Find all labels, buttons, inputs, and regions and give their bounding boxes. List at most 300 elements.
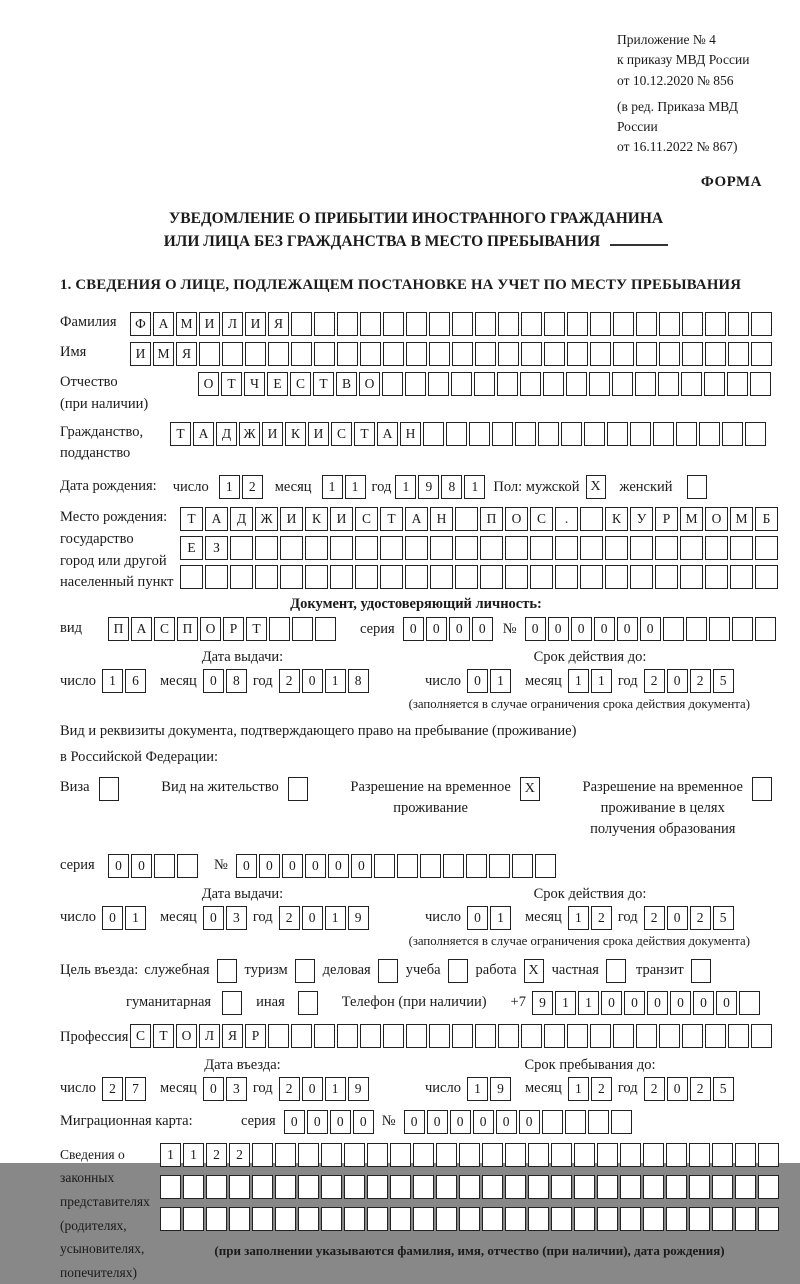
char-cell[interactable]: 0: [601, 991, 622, 1015]
char-cell[interactable]: [551, 1143, 572, 1167]
char-cell[interactable]: 2: [591, 1077, 612, 1101]
char-cell[interactable]: [469, 422, 490, 446]
char-cell[interactable]: [177, 854, 198, 878]
char-cell[interactable]: Т: [180, 507, 203, 531]
char-cell[interactable]: Р: [245, 1024, 266, 1048]
char-cell[interactable]: Д: [216, 422, 237, 446]
char-cell[interactable]: О: [359, 372, 380, 396]
char-cell[interactable]: 0: [647, 991, 668, 1015]
char-cell[interactable]: [727, 372, 748, 396]
char-cell[interactable]: 8: [226, 669, 247, 693]
char-cell[interactable]: И: [130, 342, 151, 366]
char-cell[interactable]: 0: [108, 854, 129, 878]
char-cell[interactable]: 0: [302, 906, 323, 930]
char-cell[interactable]: [420, 854, 441, 878]
char-cell[interactable]: [252, 1175, 273, 1199]
char-cell[interactable]: [436, 1143, 457, 1167]
char-cell[interactable]: Д: [230, 507, 253, 531]
char-cell[interactable]: 2: [690, 669, 711, 693]
char-cell[interactable]: 0: [716, 991, 737, 1015]
char-cell[interactable]: [429, 312, 450, 336]
char-cell[interactable]: [712, 1207, 733, 1231]
char-cell[interactable]: 1: [183, 1143, 204, 1167]
char-cell[interactable]: 6: [125, 669, 146, 693]
char-cell[interactable]: 0: [450, 1110, 471, 1134]
char-cell[interactable]: [676, 422, 697, 446]
char-cell[interactable]: [735, 1175, 756, 1199]
char-cell[interactable]: [574, 1175, 595, 1199]
char-cell[interactable]: [298, 1175, 319, 1199]
char-cell[interactable]: 1: [568, 1077, 589, 1101]
char-cell[interactable]: [360, 1024, 381, 1048]
char-cell[interactable]: [459, 1207, 480, 1231]
char-cell[interactable]: С: [355, 507, 378, 531]
char-cell[interactable]: [709, 617, 730, 641]
char-cell[interactable]: 2: [591, 906, 612, 930]
char-cell[interactable]: [659, 1024, 680, 1048]
char-cell[interactable]: [705, 312, 726, 336]
char-cell[interactable]: [512, 854, 533, 878]
char-cell[interactable]: [666, 1207, 687, 1231]
char-cell[interactable]: [643, 1143, 664, 1167]
char-cell[interactable]: [380, 565, 403, 589]
char-cell[interactable]: [337, 342, 358, 366]
char-cell[interactable]: [758, 1143, 779, 1167]
char-cell[interactable]: И: [245, 312, 266, 336]
char-cell[interactable]: 1: [464, 475, 485, 499]
char-cell[interactable]: О: [176, 1024, 197, 1048]
char-cell[interactable]: [705, 1024, 726, 1048]
char-cell[interactable]: А: [377, 422, 398, 446]
char-cell[interactable]: 1: [219, 475, 240, 499]
char-cell[interactable]: [206, 1175, 227, 1199]
char-cell[interactable]: Я: [176, 342, 197, 366]
char-cell[interactable]: [206, 1207, 227, 1231]
char-cell[interactable]: 9: [490, 1077, 511, 1101]
char-cell[interactable]: Н: [430, 507, 453, 531]
char-cell[interactable]: [489, 854, 510, 878]
char-cell[interactable]: 2: [229, 1143, 250, 1167]
char-cell[interactable]: [712, 1143, 733, 1167]
char-cell[interactable]: [620, 1175, 641, 1199]
char-cell[interactable]: 0: [667, 1077, 688, 1101]
char-cell[interactable]: Б: [755, 507, 778, 531]
char-cell[interactable]: 0: [467, 669, 488, 693]
char-cell[interactable]: [498, 312, 519, 336]
char-cell[interactable]: [505, 565, 528, 589]
char-cell[interactable]: [574, 1207, 595, 1231]
char-cell[interactable]: 9: [348, 1077, 369, 1101]
char-cell[interactable]: О: [705, 507, 728, 531]
char-cell[interactable]: [728, 312, 749, 336]
char-cell[interactable]: [689, 1207, 710, 1231]
char-cell[interactable]: 0: [640, 617, 661, 641]
char-cell[interactable]: .: [555, 507, 578, 531]
char-cell[interactable]: С: [290, 372, 311, 396]
char-cell[interactable]: [653, 422, 674, 446]
char-cell[interactable]: С: [130, 1024, 151, 1048]
char-cell[interactable]: 2: [102, 1077, 123, 1101]
char-cell[interactable]: 0: [667, 669, 688, 693]
char-cell[interactable]: 3: [226, 1077, 247, 1101]
char-cell[interactable]: 0: [131, 854, 152, 878]
char-cell[interactable]: Т: [354, 422, 375, 446]
char-cell[interactable]: [521, 1024, 542, 1048]
char-cell[interactable]: 0: [548, 617, 569, 641]
char-cell[interactable]: А: [405, 507, 428, 531]
char-cell[interactable]: [321, 1175, 342, 1199]
char-cell[interactable]: [367, 1175, 388, 1199]
char-cell[interactable]: 0: [351, 854, 372, 878]
char-cell[interactable]: [498, 342, 519, 366]
char-cell[interactable]: [530, 565, 553, 589]
char-cell[interactable]: [199, 342, 220, 366]
char-cell[interactable]: О: [505, 507, 528, 531]
char-cell[interactable]: [245, 342, 266, 366]
char-cell[interactable]: 0: [302, 669, 323, 693]
char-cell[interactable]: [380, 536, 403, 560]
char-cell[interactable]: [355, 565, 378, 589]
char-cell[interactable]: [390, 1207, 411, 1231]
char-cell[interactable]: [475, 342, 496, 366]
purpose-business-checkbox[interactable]: [378, 959, 398, 983]
char-cell[interactable]: [229, 1175, 250, 1199]
char-cell[interactable]: Т: [221, 372, 242, 396]
char-cell[interactable]: 1: [591, 669, 612, 693]
purpose-work-checkbox[interactable]: X: [524, 959, 544, 983]
char-cell[interactable]: [663, 617, 684, 641]
char-cell[interactable]: [574, 1143, 595, 1167]
char-cell[interactable]: [413, 1143, 434, 1167]
char-cell[interactable]: П: [177, 617, 198, 641]
char-cell[interactable]: [636, 312, 657, 336]
char-cell[interactable]: [528, 1207, 549, 1231]
char-cell[interactable]: [728, 342, 749, 366]
char-cell[interactable]: И: [330, 507, 353, 531]
char-cell[interactable]: С: [331, 422, 352, 446]
char-cell[interactable]: [480, 536, 503, 560]
char-cell[interactable]: 0: [203, 669, 224, 693]
char-cell[interactable]: 1: [125, 906, 146, 930]
char-cell[interactable]: [446, 422, 467, 446]
char-cell[interactable]: [397, 854, 418, 878]
char-cell[interactable]: 0: [236, 854, 257, 878]
char-cell[interactable]: [745, 422, 766, 446]
char-cell[interactable]: [275, 1175, 296, 1199]
char-cell[interactable]: И: [308, 422, 329, 446]
char-cell[interactable]: 0: [307, 1110, 328, 1134]
char-cell[interactable]: [520, 372, 541, 396]
char-cell[interactable]: [528, 1175, 549, 1199]
char-cell[interactable]: [732, 617, 753, 641]
char-cell[interactable]: [643, 1207, 664, 1231]
char-cell[interactable]: 1: [325, 1077, 346, 1101]
char-cell[interactable]: 0: [670, 991, 691, 1015]
char-cell[interactable]: [722, 422, 743, 446]
char-cell[interactable]: А: [153, 312, 174, 336]
char-cell[interactable]: [636, 342, 657, 366]
char-cell[interactable]: [521, 312, 542, 336]
sex-female-checkbox[interactable]: [687, 475, 707, 499]
char-cell[interactable]: [355, 536, 378, 560]
char-cell[interactable]: [755, 565, 778, 589]
char-cell[interactable]: З: [205, 536, 228, 560]
visa-checkbox[interactable]: [99, 777, 119, 801]
char-cell[interactable]: [682, 1024, 703, 1048]
char-cell[interactable]: [482, 1207, 503, 1231]
char-cell[interactable]: Ж: [255, 507, 278, 531]
char-cell[interactable]: [291, 342, 312, 366]
char-cell[interactable]: [735, 1143, 756, 1167]
char-cell[interactable]: [561, 422, 582, 446]
char-cell[interactable]: [555, 565, 578, 589]
char-cell[interactable]: Т: [380, 507, 403, 531]
char-cell[interactable]: [360, 312, 381, 336]
char-cell[interactable]: 0: [403, 617, 424, 641]
char-cell[interactable]: [580, 536, 603, 560]
char-cell[interactable]: [659, 342, 680, 366]
char-cell[interactable]: [636, 1024, 657, 1048]
char-cell[interactable]: [298, 1143, 319, 1167]
char-cell[interactable]: 0: [525, 617, 546, 641]
char-cell[interactable]: [183, 1175, 204, 1199]
char-cell[interactable]: [666, 1143, 687, 1167]
char-cell[interactable]: С: [530, 507, 553, 531]
char-cell[interactable]: [555, 536, 578, 560]
char-cell[interactable]: 0: [102, 906, 123, 930]
char-cell[interactable]: 0: [667, 906, 688, 930]
char-cell[interactable]: Н: [400, 422, 421, 446]
char-cell[interactable]: [337, 1024, 358, 1048]
char-cell[interactable]: У: [630, 507, 653, 531]
char-cell[interactable]: [755, 536, 778, 560]
char-cell[interactable]: [565, 1110, 586, 1134]
char-cell[interactable]: [390, 1175, 411, 1199]
char-cell[interactable]: [751, 312, 772, 336]
char-cell[interactable]: Ч: [244, 372, 265, 396]
char-cell[interactable]: М: [153, 342, 174, 366]
char-cell[interactable]: [505, 1143, 526, 1167]
char-cell[interactable]: [590, 1024, 611, 1048]
char-cell[interactable]: [750, 372, 771, 396]
char-cell[interactable]: [497, 372, 518, 396]
char-cell[interactable]: Т: [246, 617, 267, 641]
char-cell[interactable]: 0: [353, 1110, 374, 1134]
char-cell[interactable]: [344, 1207, 365, 1231]
char-cell[interactable]: 0: [203, 906, 224, 930]
char-cell[interactable]: 1: [325, 906, 346, 930]
char-cell[interactable]: 0: [693, 991, 714, 1015]
char-cell[interactable]: [605, 565, 628, 589]
char-cell[interactable]: [597, 1143, 618, 1167]
char-cell[interactable]: 2: [690, 1077, 711, 1101]
char-cell[interactable]: 0: [330, 1110, 351, 1134]
char-cell[interactable]: [528, 1143, 549, 1167]
char-cell[interactable]: Л: [199, 1024, 220, 1048]
sex-male-checkbox[interactable]: X: [586, 475, 606, 499]
char-cell[interactable]: [542, 1110, 563, 1134]
char-cell[interactable]: Е: [267, 372, 288, 396]
char-cell[interactable]: [492, 422, 513, 446]
char-cell[interactable]: М: [680, 507, 703, 531]
char-cell[interactable]: 2: [690, 906, 711, 930]
char-cell[interactable]: Т: [313, 372, 334, 396]
char-cell[interactable]: [686, 617, 707, 641]
char-cell[interactable]: [705, 565, 728, 589]
char-cell[interactable]: [459, 1175, 480, 1199]
char-cell[interactable]: М: [176, 312, 197, 336]
char-cell[interactable]: 9: [418, 475, 439, 499]
char-cell[interactable]: [613, 342, 634, 366]
char-cell[interactable]: 1: [102, 669, 123, 693]
char-cell[interactable]: 0: [519, 1110, 540, 1134]
char-cell[interactable]: [543, 372, 564, 396]
char-cell[interactable]: [452, 1024, 473, 1048]
char-cell[interactable]: [551, 1175, 572, 1199]
char-cell[interactable]: 2: [279, 906, 300, 930]
char-cell[interactable]: А: [205, 507, 228, 531]
char-cell[interactable]: [298, 1207, 319, 1231]
char-cell[interactable]: [205, 565, 228, 589]
char-cell[interactable]: 8: [348, 669, 369, 693]
char-cell[interactable]: И: [280, 507, 303, 531]
char-cell[interactable]: 1: [395, 475, 416, 499]
char-cell[interactable]: [538, 422, 559, 446]
char-cell[interactable]: [330, 536, 353, 560]
char-cell[interactable]: [590, 342, 611, 366]
char-cell[interactable]: К: [285, 422, 306, 446]
char-cell[interactable]: [699, 422, 720, 446]
char-cell[interactable]: 5: [713, 906, 734, 930]
char-cell[interactable]: Е: [180, 536, 203, 560]
char-cell[interactable]: [589, 372, 610, 396]
char-cell[interactable]: И: [199, 312, 220, 336]
char-cell[interactable]: [475, 1024, 496, 1048]
char-cell[interactable]: [291, 312, 312, 336]
char-cell[interactable]: [635, 372, 656, 396]
char-cell[interactable]: 1: [490, 669, 511, 693]
char-cell[interactable]: [429, 342, 450, 366]
char-cell[interactable]: [480, 565, 503, 589]
char-cell[interactable]: [367, 1207, 388, 1231]
char-cell[interactable]: Л: [222, 312, 243, 336]
char-cell[interactable]: [455, 536, 478, 560]
char-cell[interactable]: [382, 372, 403, 396]
char-cell[interactable]: [405, 536, 428, 560]
char-cell[interactable]: [704, 372, 725, 396]
char-cell[interactable]: [705, 536, 728, 560]
char-cell[interactable]: [315, 617, 336, 641]
char-cell[interactable]: 0: [467, 906, 488, 930]
char-cell[interactable]: [658, 372, 679, 396]
purpose-other-checkbox[interactable]: [298, 991, 318, 1015]
char-cell[interactable]: [728, 1024, 749, 1048]
char-cell[interactable]: [689, 1143, 710, 1167]
char-cell[interactable]: [452, 312, 473, 336]
char-cell[interactable]: [428, 372, 449, 396]
char-cell[interactable]: [269, 617, 290, 641]
char-cell[interactable]: 8: [441, 475, 462, 499]
char-cell[interactable]: [436, 1207, 457, 1231]
char-cell[interactable]: [755, 617, 776, 641]
char-cell[interactable]: [630, 565, 653, 589]
char-cell[interactable]: [275, 1207, 296, 1231]
char-cell[interactable]: 2: [644, 669, 665, 693]
purpose-humanitarian-checkbox[interactable]: [222, 991, 242, 1015]
char-cell[interactable]: 2: [206, 1143, 227, 1167]
char-cell[interactable]: [613, 1024, 634, 1048]
char-cell[interactable]: [423, 422, 444, 446]
char-cell[interactable]: [255, 565, 278, 589]
char-cell[interactable]: [321, 1143, 342, 1167]
char-cell[interactable]: [659, 312, 680, 336]
char-cell[interactable]: П: [480, 507, 503, 531]
char-cell[interactable]: 9: [348, 906, 369, 930]
char-cell[interactable]: [498, 1024, 519, 1048]
char-cell[interactable]: [605, 536, 628, 560]
char-cell[interactable]: 0: [594, 617, 615, 641]
char-cell[interactable]: [730, 565, 753, 589]
char-cell[interactable]: 2: [279, 669, 300, 693]
char-cell[interactable]: 0: [571, 617, 592, 641]
char-cell[interactable]: [183, 1207, 204, 1231]
char-cell[interactable]: [620, 1143, 641, 1167]
char-cell[interactable]: [455, 565, 478, 589]
char-cell[interactable]: [643, 1175, 664, 1199]
char-cell[interactable]: [705, 342, 726, 366]
char-cell[interactable]: [321, 1207, 342, 1231]
char-cell[interactable]: 0: [472, 617, 493, 641]
char-cell[interactable]: [452, 342, 473, 366]
purpose-tourism-checkbox[interactable]: [295, 959, 315, 983]
char-cell[interactable]: [758, 1207, 779, 1231]
char-cell[interactable]: [455, 507, 478, 531]
residence-permit-checkbox[interactable]: [288, 777, 308, 801]
char-cell[interactable]: [588, 1110, 609, 1134]
char-cell[interactable]: 7: [125, 1077, 146, 1101]
char-cell[interactable]: [712, 1175, 733, 1199]
char-cell[interactable]: [430, 565, 453, 589]
char-cell[interactable]: 0: [426, 617, 447, 641]
char-cell[interactable]: [758, 1175, 779, 1199]
char-cell[interactable]: [505, 1207, 526, 1231]
char-cell[interactable]: [551, 1207, 572, 1231]
char-cell[interactable]: Ф: [130, 312, 151, 336]
char-cell[interactable]: [607, 422, 628, 446]
temporary-residence-checkbox[interactable]: X: [520, 777, 540, 801]
char-cell[interactable]: Ж: [239, 422, 260, 446]
char-cell[interactable]: [567, 312, 588, 336]
char-cell[interactable]: [405, 372, 426, 396]
char-cell[interactable]: [160, 1207, 181, 1231]
char-cell[interactable]: [268, 342, 289, 366]
char-cell[interactable]: [689, 1175, 710, 1199]
char-cell[interactable]: А: [193, 422, 214, 446]
char-cell[interactable]: [305, 565, 328, 589]
char-cell[interactable]: [630, 536, 653, 560]
char-cell[interactable]: 0: [305, 854, 326, 878]
purpose-private-checkbox[interactable]: [606, 959, 626, 983]
char-cell[interactable]: 1: [345, 475, 366, 499]
char-cell[interactable]: 0: [302, 1077, 323, 1101]
char-cell[interactable]: 1: [568, 906, 589, 930]
char-cell[interactable]: 0: [473, 1110, 494, 1134]
char-cell[interactable]: Т: [153, 1024, 174, 1048]
char-cell[interactable]: [180, 565, 203, 589]
char-cell[interactable]: С: [154, 617, 175, 641]
char-cell[interactable]: [584, 422, 605, 446]
char-cell[interactable]: [406, 1024, 427, 1048]
